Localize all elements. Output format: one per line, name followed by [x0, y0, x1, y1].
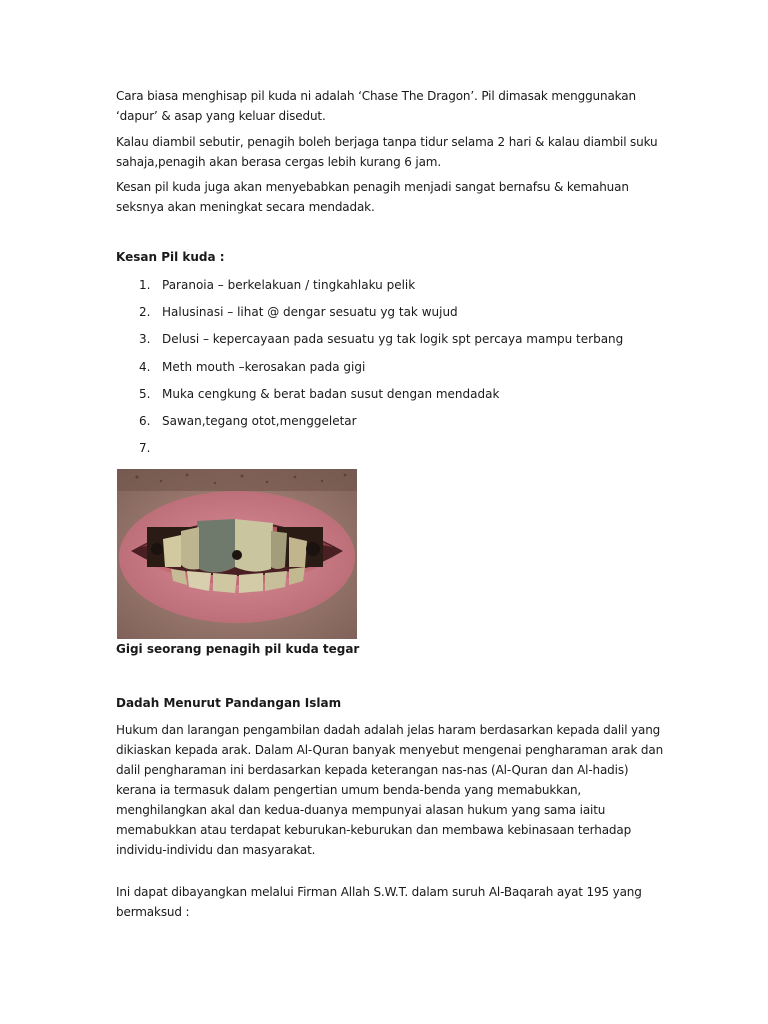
intro-paragraph-1 — [116, 86, 656, 126]
list-number: 3. — [139, 332, 151, 346]
list-number: 2. — [139, 305, 151, 319]
list-text: Delusi – kepercayaan pada sesuatu yg tak logik spt percaya mampu terbang — [162, 332, 624, 346]
mouth-illustration — [117, 469, 357, 639]
text-line: sahaja,penagih akan berasa cergas lebih kurang 6 jam. — [116, 155, 441, 169]
list-number: 5. — [139, 387, 151, 401]
text-line: kerana ia termasuk dalam pengertian umum benda-benda yang memabukkan, — [116, 783, 582, 797]
list-text: Paranoia – berkelakuan / tingkahlaku pelik — [162, 278, 416, 292]
text-line: bermaksud : — [116, 905, 190, 919]
list-number: 7. — [139, 441, 151, 455]
text-line: Kalau diambil sebutir, penagih boleh berjaga tanpa tidur selama 2 hari & kalau diambil suku — [116, 135, 658, 149]
teeth-photo — [117, 469, 357, 639]
text-line: Kesan pil kuda juga akan menyebabkan penagih menjadi sangat bernafsu & kemahuan — [116, 180, 629, 194]
text-line: Cara biasa menghisap pil kuda ni adalah ‘Chase The Dragon’. Pil dimasak menggunakan — [116, 89, 636, 103]
text-line: seksnya akan meningkat secara mendadak. — [116, 200, 375, 214]
list-number: 4. — [139, 360, 151, 374]
text-line: Hukum dan larangan pengambilan dadah adalah jelas haram berdasarkan kepada dalil yang — [116, 723, 661, 737]
closing-paragraph — [116, 882, 656, 922]
islam-paragraph — [116, 720, 664, 860]
intro-paragraph-2 — [116, 132, 656, 172]
text-line: Ini dapat dibayangkan melalui Firman Allah S.W.T. dalam suruh Al-Baqarah ayat 195 yang — [116, 885, 642, 899]
list-item — [139, 384, 499, 404]
list-item — [139, 275, 415, 295]
text-line: dalil pengharaman ini berdasarkan kepada keterangan nas-nas (Al-Quran dan Al-hadis) — [116, 763, 629, 777]
text-line: dikiaskan kepada arak. Dalam Al-Quran banyak menyebut mengenai pengharaman arak dan — [116, 743, 664, 757]
list-item — [139, 438, 162, 458]
intro-paragraph-3 — [116, 177, 656, 217]
list-item — [139, 411, 357, 431]
list-number: 1. — [139, 278, 151, 292]
list-text: Halusinasi – lihat @ dengar sesuatu yg tak wujud — [162, 305, 458, 319]
list-item — [139, 329, 623, 349]
text-line: ‘dapur’ & asap yang keluar disedut. — [116, 109, 326, 123]
list-text: Sawan,tegang otot,menggeletar — [162, 414, 357, 428]
image-caption: Gigi seorang penagih pil kuda tegar — [116, 642, 360, 656]
text-line: memabukkan atau terdapat keburukan-keburukan dan membawa kebinasaan terhadap — [116, 823, 632, 837]
list-text: Muka cengkung & berat badan susut dengan mendadak — [162, 387, 500, 401]
list-item — [139, 302, 458, 322]
effects-heading: Kesan Pil kuda : — [116, 250, 225, 264]
list-item — [139, 357, 365, 377]
text-line: individu-individu dan masyarakat. — [116, 843, 316, 857]
list-number: 6. — [139, 414, 151, 428]
islam-heading: Dadah Menurut Pandangan Islam — [116, 696, 342, 710]
text-line: menghilangkan akal dan kedua-duanya mempunyai alasan hukum yang sama iaitu — [116, 803, 606, 817]
list-text: Meth mouth –kerosakan pada gigi — [162, 360, 366, 374]
